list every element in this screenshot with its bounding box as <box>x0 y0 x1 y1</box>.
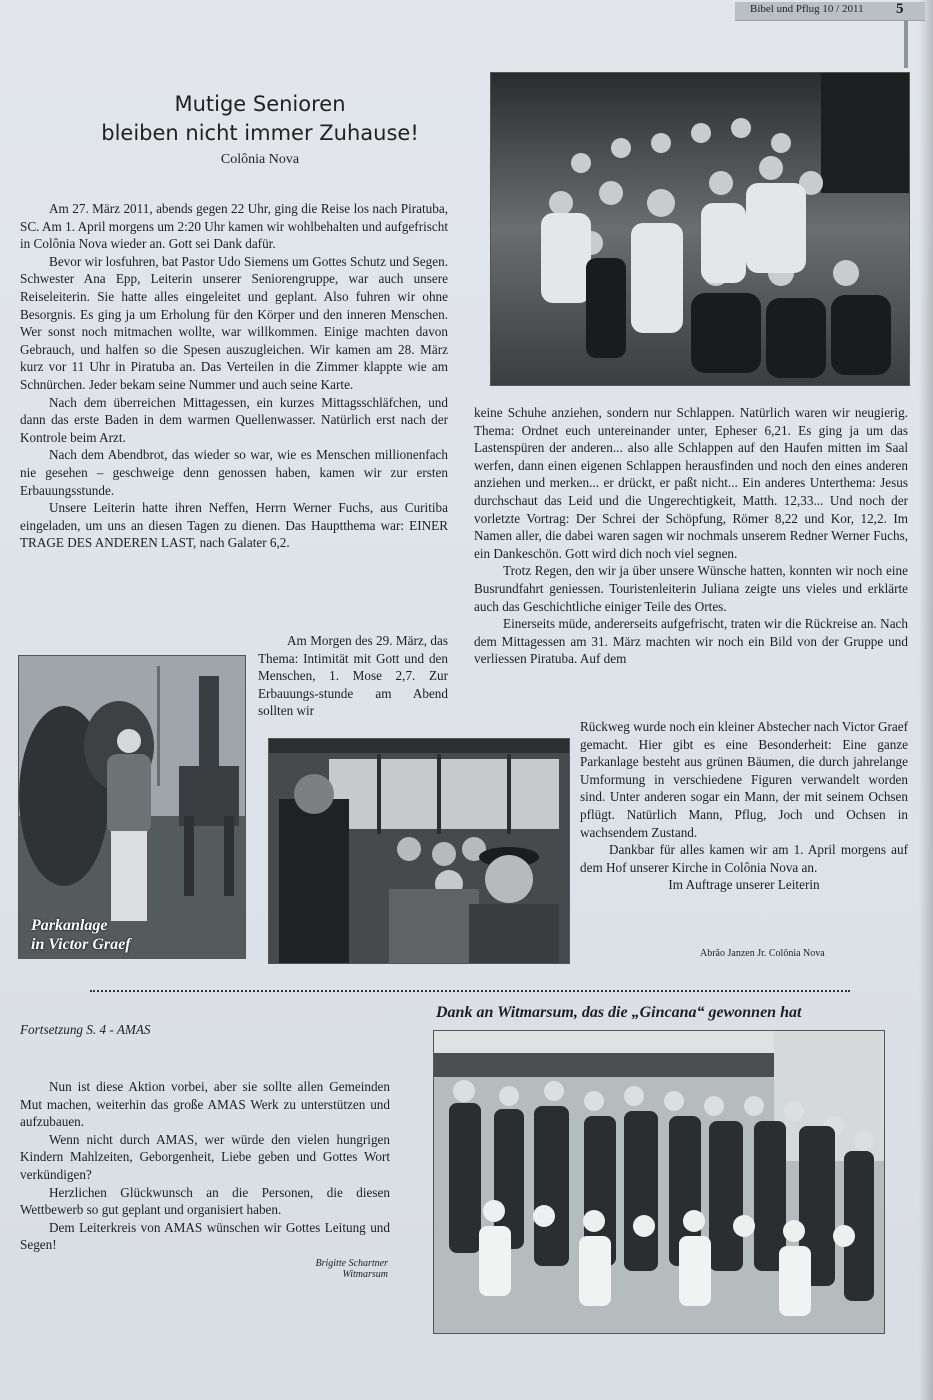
paragraph: Am 27. März 2011, abends gegen 22 Uhr, ging die Reise los nach Piratuba, SC. Am 1. April morgens um 2:20 Uhr kamen wir wohlbehalten und aufgefrischt in Colônia Nova wieder an. Gott sei Dank dafür. <box>20 201 448 252</box>
page-number: 5 <box>896 1 904 17</box>
dank-photo-title: Dank an Witmarsum, das die „Gincana“ gewonnen hat <box>436 1004 802 1021</box>
paragraph: Nun ist diese Aktion vorbei, aber sie sollte allen Gemeinden Mut machen, weiterhin das große AMAS Werk zu unterstützen und aufzubauen. <box>20 1079 390 1130</box>
paragraph: keine Schuhe anziehen, sondern nur Schlappen. Natürlich waren wir neugierig. Thema: Ordnet euch untereinander unter, Epheser 6,21. Es ging ja um das Lastenspüren der anderen... also alle Schlappen auf den Haufen mitten im Saal werfen, dann einen eigenen Schlappen herausfinden und noch den eines anderen anziehen und merken... er drückt, er paßt nicht... Ein anderes Unterthema: Jesus durchschaut das Leid und die Ungerechtigkeit, Matth. 12,33... Und noch der vorletzte Vortrag: Der Schrei der Schöpfung, Römer 8,22 und Kor, 12,2. Im Namen aller, die dabei waren sagen wir nochmals unserem Redner Werner Fuchs, ein Dankeschön. Gott wird dich noch viel segnen. <box>474 405 908 561</box>
paragraph: Herzlichen Glückwunsch an die Personen, die diesen Wettbewerb so gut geplant und organisiert haben. <box>20 1184 390 1218</box>
article-column-1 <box>20 200 448 552</box>
page-edge-shadow <box>919 0 933 1400</box>
paragraph: Dankbar für alles kamen wir am 1. April morgens auf dem Hof unserer Kirche in Colônia Nova an. <box>580 842 908 875</box>
amas-heading: Fortsetzung S. 4 - AMAS <box>20 1022 151 1037</box>
article-title <box>60 90 460 148</box>
paragraph: Am Morgen des 29. März, das Thema: Intimität mit Gott und den Menschen, 1. Mose 2,7. Zur Erbauungs-stunde am Abend sollten wir <box>258 633 448 719</box>
paragraph: Wenn nicht durch AMAS, wer würde den vielen hungrigen Kindern Mahlzeiten, Geborgenheit, Liebe geben und Gottes Wort verkündigen? <box>20 1131 390 1182</box>
title-line-1: Mutige Senioren <box>174 92 346 116</box>
signature-place: Witmarsum <box>342 1269 388 1280</box>
paragraph: Im Auftrage unserer Leiterin <box>668 877 820 893</box>
amas-text <box>20 1078 390 1254</box>
amas-signature <box>280 1258 388 1280</box>
caption-line-1: Parkanlage <box>31 917 108 934</box>
bus-interior-photo <box>268 738 570 964</box>
section-divider <box>90 990 850 992</box>
paragraph: Dem Leiterkreis von AMAS wünschen wir Gottes Leitung und Segen! <box>20 1219 390 1253</box>
paragraph: Bevor wir losfuhren, bat Pastor Udo Siemens um Gottes Schutz und Segen. Schwester Ana Epp, Leiterin unserer Seniorengruppe, war auch unsere Reiseleiterin. Sie hatte alles eingeleitet und geplant. Also fuhren wir ohne Besorgnis. Es ging ja um Erholung für den Körper und den inneren Menschen. Wer sonst noch mitmachen wollte, war willkommen. Einige machten davon Gebrauch, und halfen so die Spesen auszugleichen. Wir kamen am 28. März kurz vor 11 Uhr in Piratuba an. Das Verteilen in die Zimmer klappte wie am Schnürchen. Jeder bekam seine Nummer und auch seine Karte. <box>20 253 448 392</box>
caption-line-2: in Victor Graef <box>31 936 131 953</box>
witmarsum-group-photo <box>433 1030 885 1334</box>
paragraph: Rückweg wurde noch ein kleiner Abstecher nach Victor Graef gemacht. Hier gibt es eine Besonderheit: Eine ganze Parkanlage besteht aus grünen Bäumen, die durch jahrelange Umformung in verschiedene Figuren verwandelt worden sind. Unter anderen sogar ein Mann, der mit seinem Ochsen pflügt. Natürlich Mann, Pflug, Joch und Ochsen in wachsendem Zustand. <box>580 719 908 840</box>
article-column-2 <box>474 404 908 668</box>
header-rule <box>904 20 908 68</box>
article-byline: Abrão Janzen Jr. Colônia Nova <box>700 948 825 959</box>
paragraph: Einerseits müde, andererseits aufgefrischt, traten wir die Rückreise an. Nach dem Mittagessen am 31. März machten wir noch ein Bild von der Gruppe und verliessen Piratuba. Auf dem <box>474 616 908 667</box>
article-column-2b <box>580 718 908 894</box>
group-photo-seniors <box>490 72 910 386</box>
paragraph: Nach dem Abendbrot, das wieder so war, wie es Menschen millionenfach nie gesehen – geschweige denn genossen haben, kamen wir zur ersten Erbauungsstunde. <box>20 447 448 498</box>
article-subtitle: Colônia Nova <box>220 152 300 167</box>
signature-name: Brigitte Schartner <box>315 1258 388 1269</box>
paragraph: Unsere Leiterin hatte ihren Neffen, Herrn Werner Fuchs, aus Curitiba eingeladen, um uns an diesen Tagen zu dienen. Das Hauptthema war: EINER TRAGE DES ANDEREN LAST, nach Galater 6,2. <box>20 500 448 551</box>
park-photo <box>18 655 246 959</box>
paragraph: Trotz Regen, den wir ja über unsere Wünsche hatten, konnten wir noch eine Busrundfahrt geniessen. Touristenleiterin Juliana zeigte uns vieles und erklärte auch das Geschichtliche einiger Teile des Ortes. <box>474 563 908 614</box>
park-photo-caption <box>31 916 131 954</box>
header-title: Bibel und Pflug 10 / 2011 <box>750 3 864 15</box>
title-line-2: bleiben nicht immer Zuhause! <box>101 121 419 145</box>
article-column-1b <box>258 632 448 720</box>
paragraph: Nach dem überreichen Mittagessen, ein kurzes Mittagsschläfchen, und dann das erste Baden in dem warmen Quellenwasser. Natürlich erst nach der Kontrole beim Arzt. <box>20 394 448 445</box>
